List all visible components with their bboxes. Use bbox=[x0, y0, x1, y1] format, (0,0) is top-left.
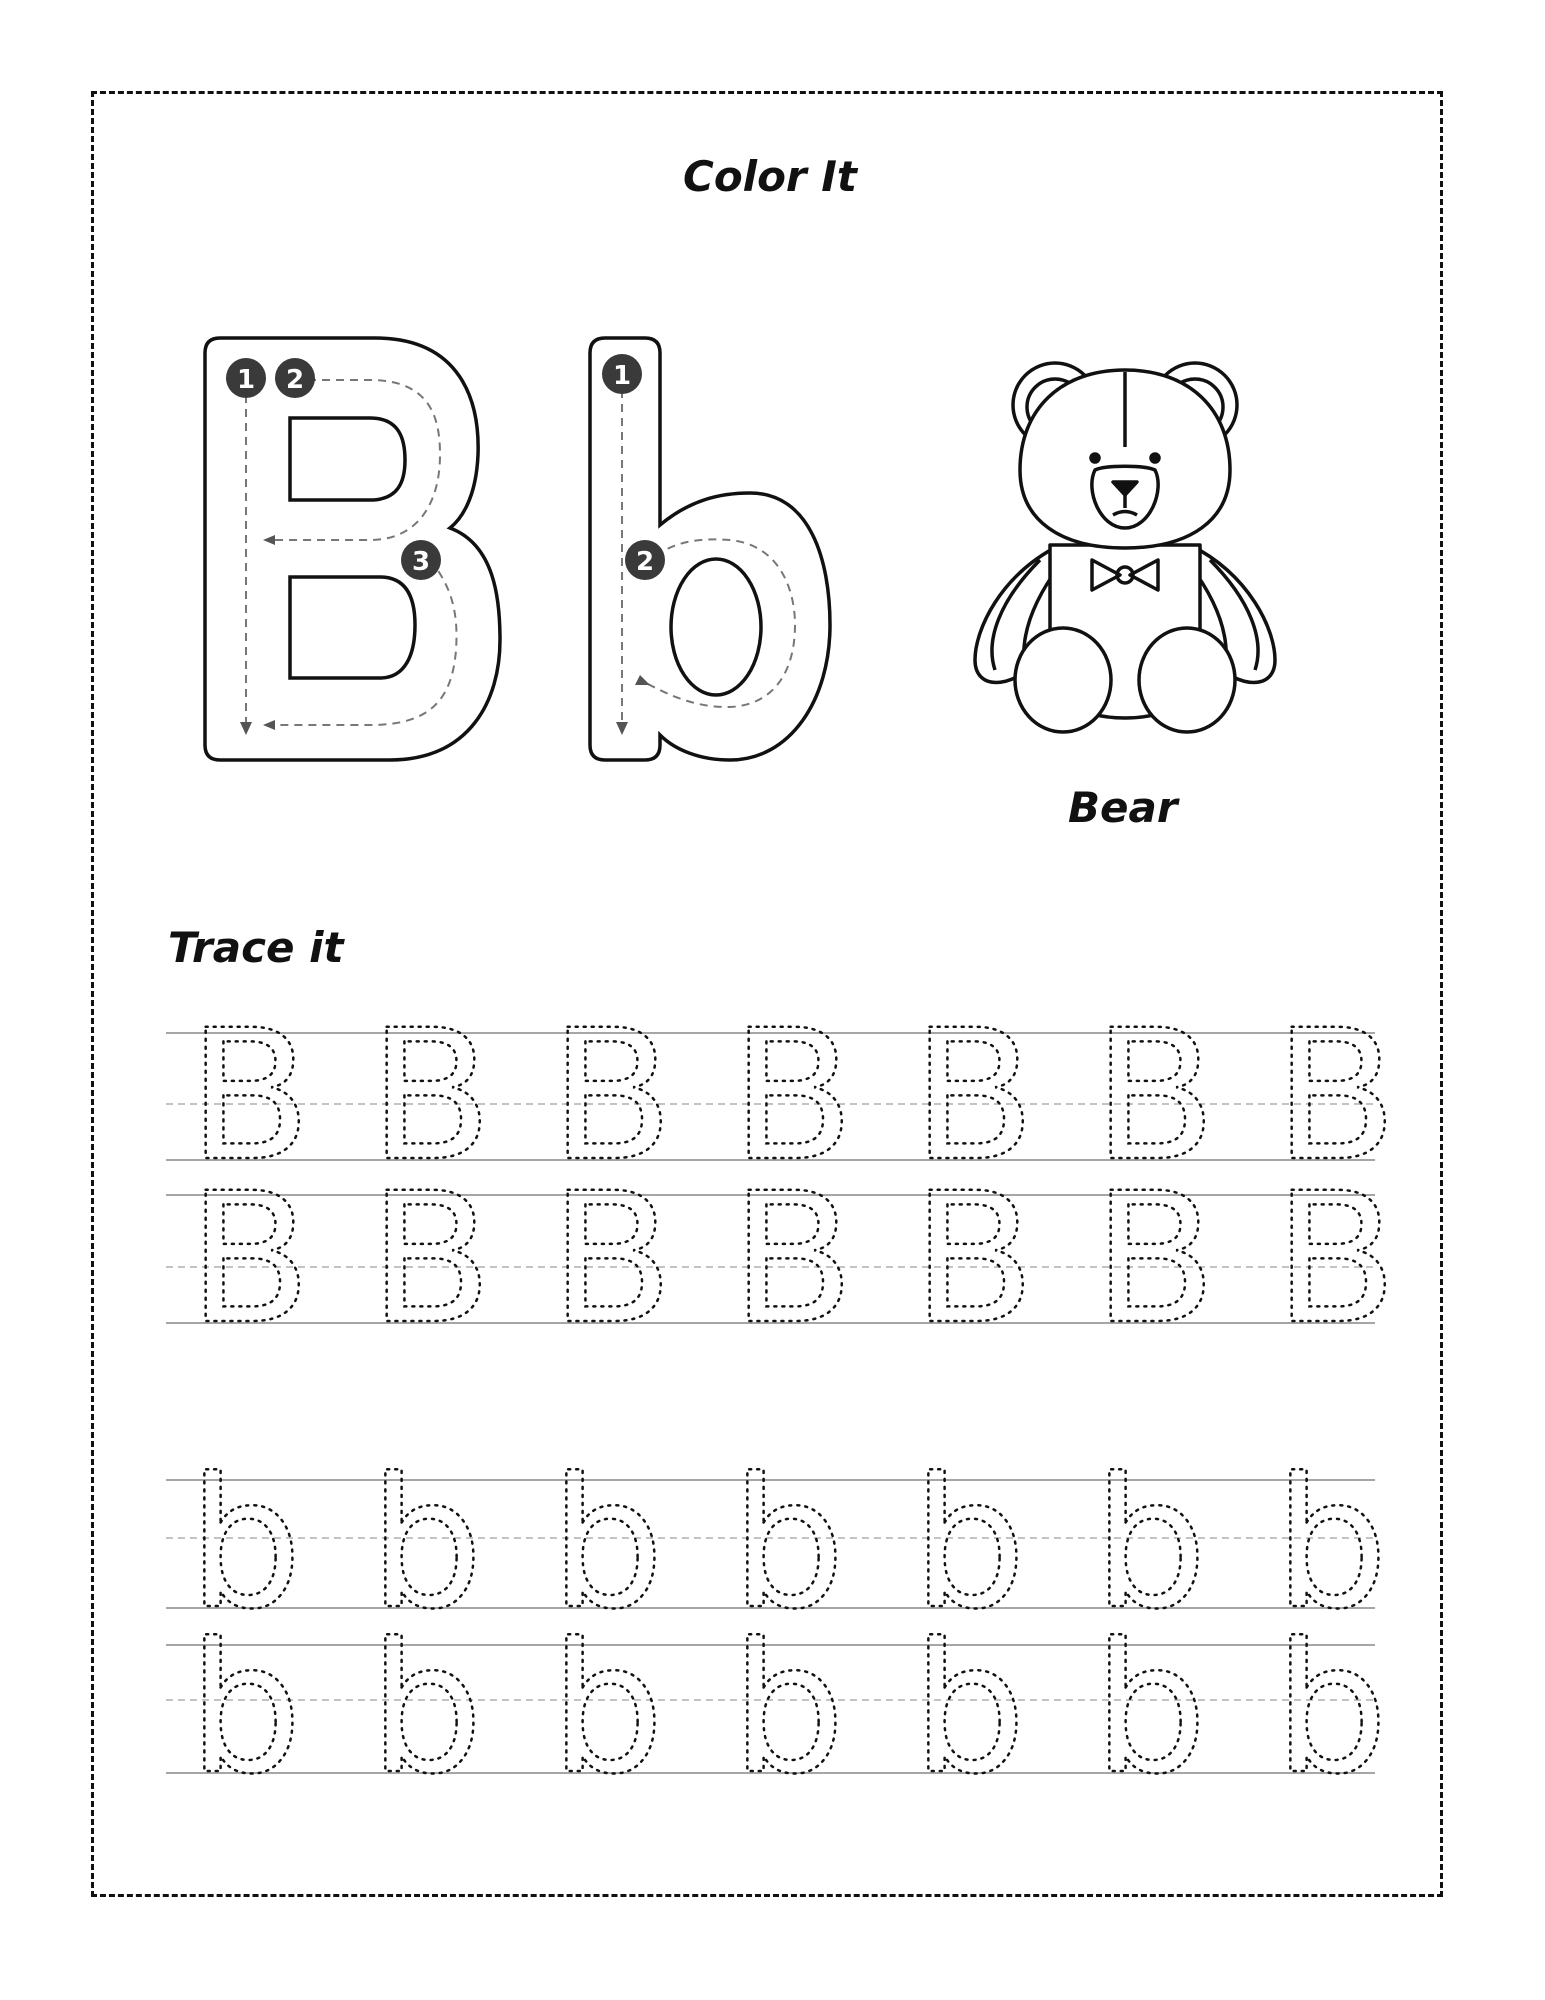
trace-letter: b bbox=[731, 1605, 846, 1814]
trace-letter: b bbox=[188, 1440, 303, 1649]
trace-letter: b bbox=[188, 1605, 303, 1814]
trace-letter: B bbox=[550, 1155, 674, 1364]
trace-letter: B bbox=[1274, 992, 1398, 1201]
trace-letter: B bbox=[731, 1155, 855, 1364]
trace-letter: B bbox=[550, 992, 674, 1201]
picture-word-label: Bear bbox=[1068, 783, 1178, 832]
stroke-number-1: 1 bbox=[236, 365, 256, 395]
trace-letter: B bbox=[912, 1155, 1036, 1364]
trace-letter: B bbox=[1093, 992, 1217, 1201]
trace-letter: b bbox=[550, 1605, 665, 1814]
trace-letter: b bbox=[369, 1605, 484, 1814]
trace-letter: b bbox=[1093, 1605, 1208, 1814]
stroke-number-2: 2 bbox=[635, 547, 655, 577]
uppercase-b-outline bbox=[205, 338, 500, 760]
trace-letter: b bbox=[1093, 1440, 1208, 1649]
trace-letter: b bbox=[912, 1605, 1027, 1814]
uppercase-b-stroke-badges bbox=[226, 358, 441, 580]
trace-letter: b bbox=[369, 1440, 484, 1649]
trace-letter: b bbox=[1274, 1605, 1389, 1814]
trace-it-heading: Trace it bbox=[168, 923, 344, 972]
trace-letter: B bbox=[731, 992, 855, 1201]
teddy-bear-icon bbox=[975, 363, 1275, 732]
lowercase-b-outline bbox=[590, 338, 830, 760]
lowercase-b-stroke-badges bbox=[602, 354, 665, 580]
stroke-number-2: 2 bbox=[285, 365, 305, 395]
trace-letter: B bbox=[188, 992, 312, 1201]
trace-letter: B bbox=[1274, 1155, 1398, 1364]
trace-letters bbox=[188, 992, 1398, 1814]
stroke-number-1: 1 bbox=[612, 361, 632, 391]
trace-letter: b bbox=[1274, 1440, 1389, 1649]
trace-letter: B bbox=[188, 1155, 312, 1364]
trace-letter: B bbox=[1093, 1155, 1217, 1364]
trace-letter: B bbox=[369, 1155, 493, 1364]
stroke-number-3: 3 bbox=[411, 547, 431, 577]
trace-letter: b bbox=[731, 1440, 846, 1649]
color-it-heading: Color It bbox=[683, 152, 857, 201]
trace-letter: b bbox=[912, 1440, 1027, 1649]
trace-letter: b bbox=[550, 1440, 665, 1649]
trace-letter: B bbox=[912, 992, 1036, 1201]
trace-letter: B bbox=[369, 992, 493, 1201]
